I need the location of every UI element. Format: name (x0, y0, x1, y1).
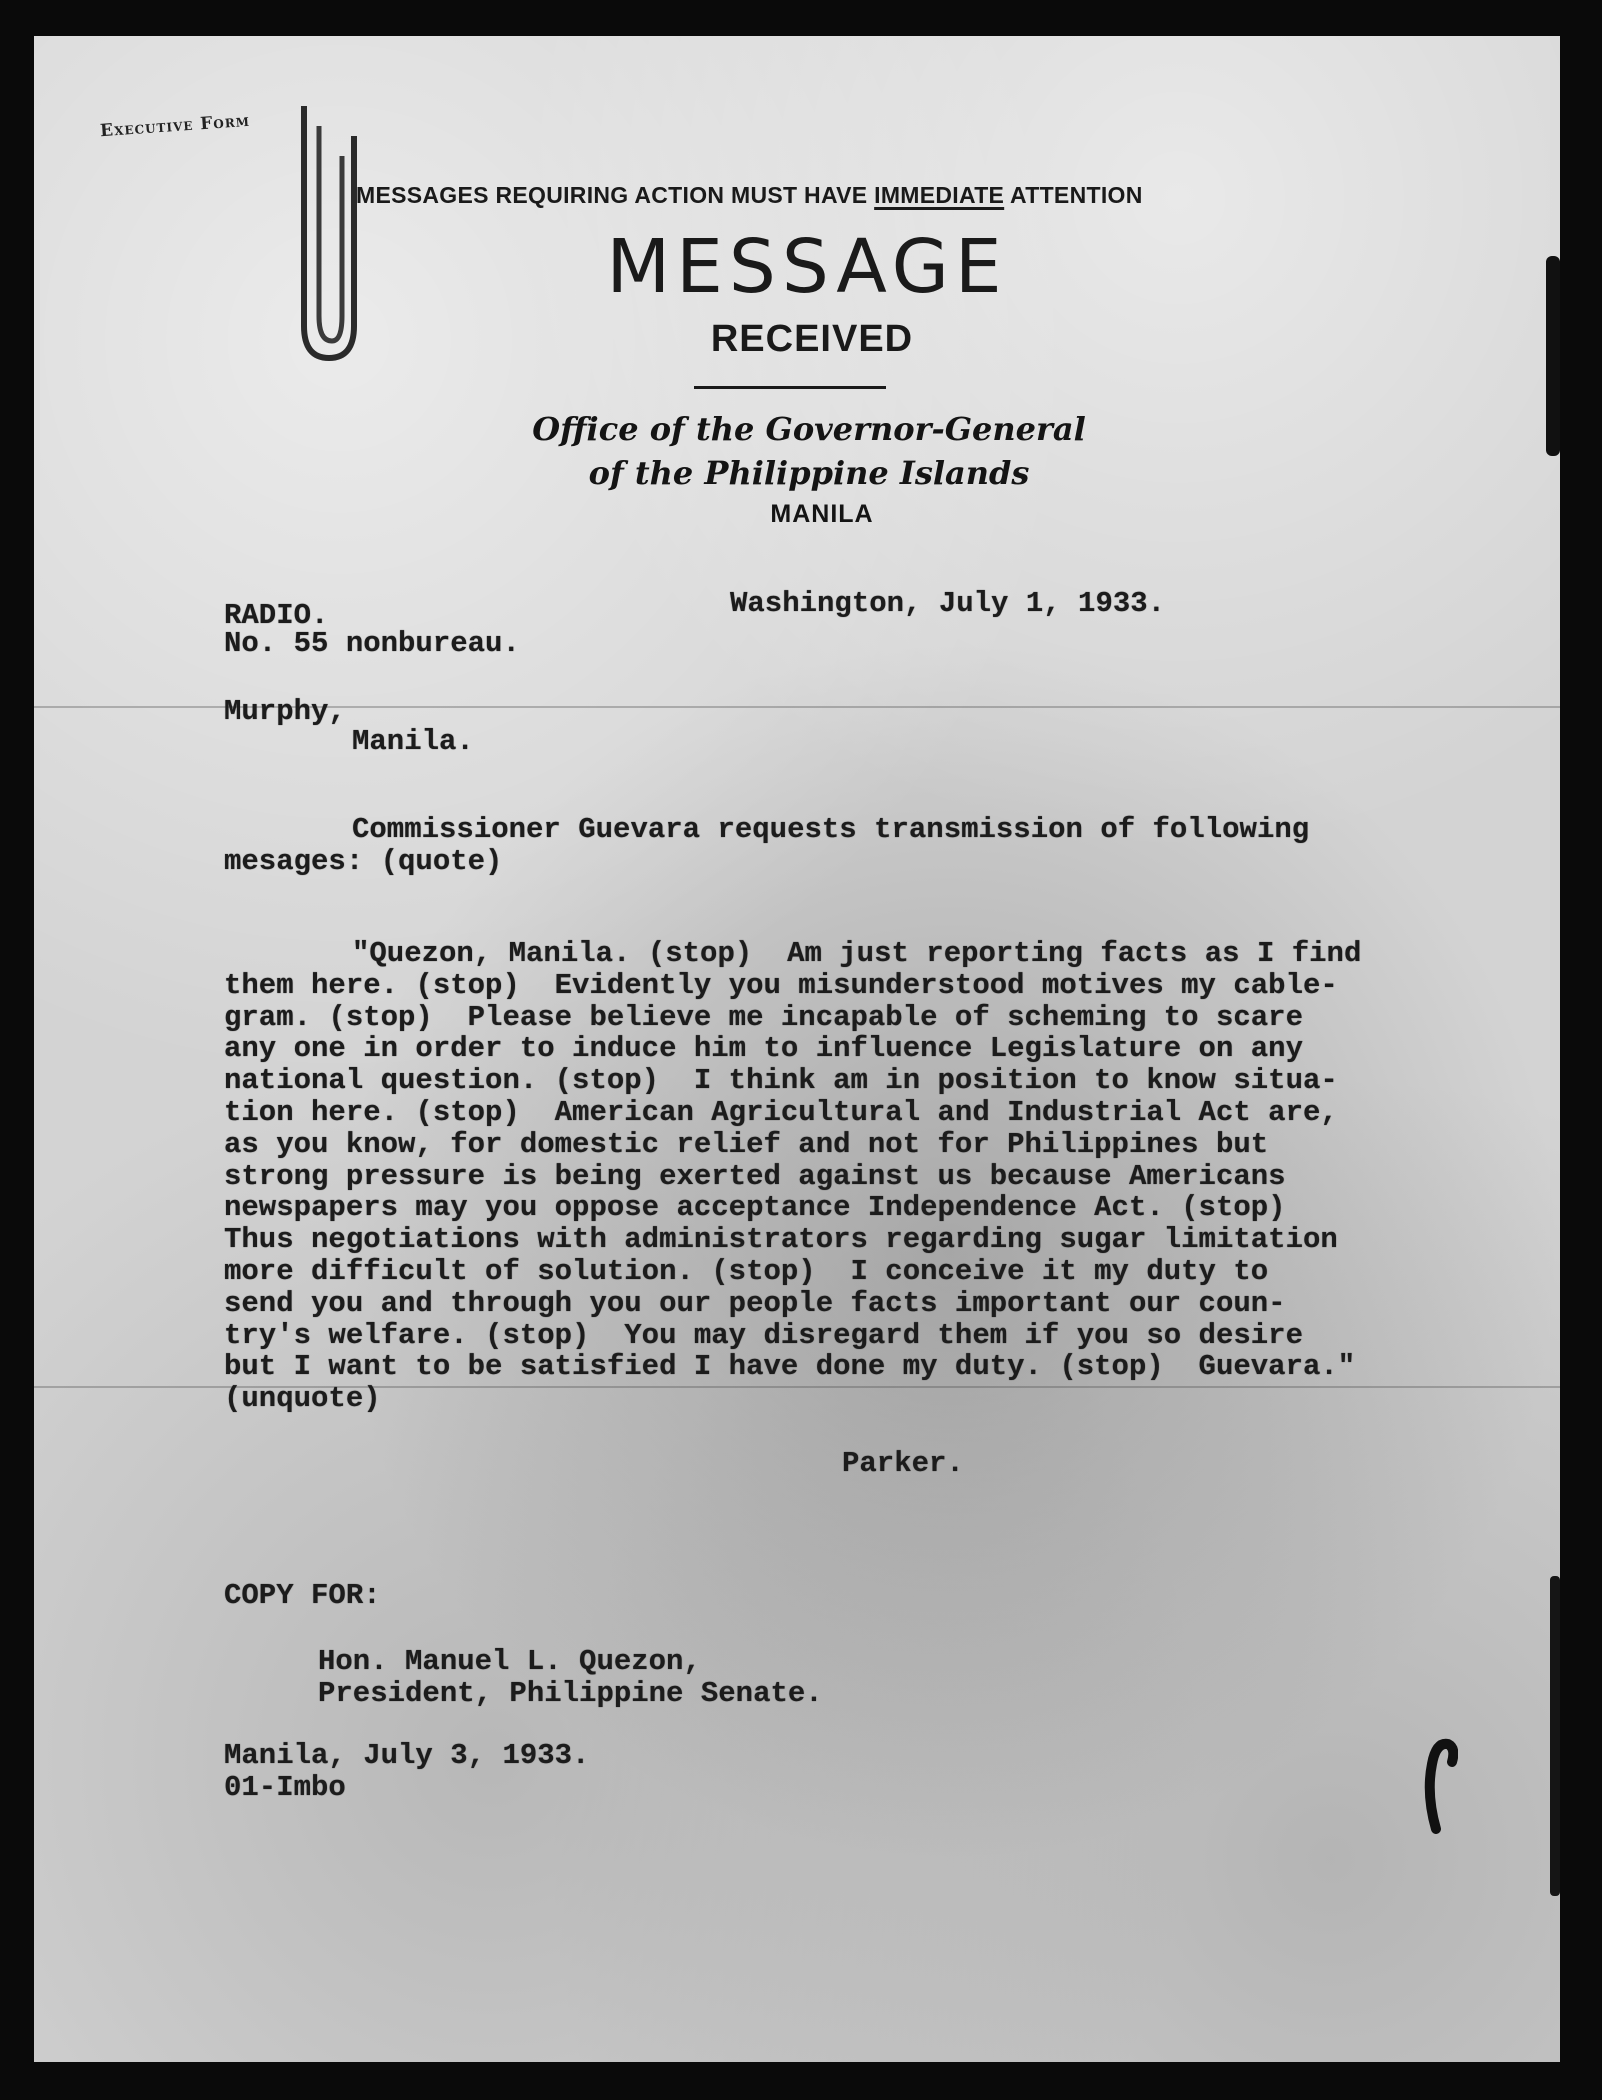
received-date: Manila, July 3, 1933. (224, 1739, 590, 1772)
form-id: Executive Form (99, 110, 251, 142)
message-line: any one in order to induce him to influence Legislature on any (224, 1032, 1303, 1066)
signature: Parker. (842, 1447, 964, 1480)
message-line: "Quezon, Manila. (stop) Am just reporting facts as I find (352, 937, 1362, 970)
message-line: strong pressure is being exerted against us because Americans (224, 1159, 1286, 1193)
message-line: send you and through you our people facts important our coun- (224, 1286, 1286, 1320)
ink-mark-icon (1418, 1734, 1458, 1834)
intro-line: mesages: (quote) (224, 845, 503, 878)
paper-sheet (34, 36, 1560, 2062)
addressee-name: Murphy, (224, 695, 346, 728)
message-line: newspapers may you oppose acceptance Independence Act. (stop) (224, 1191, 1286, 1225)
attention-prefix: MESSAGES REQUIRING ACTION MUST HAVE (356, 182, 868, 208)
binding-mark (1550, 1576, 1560, 1896)
message-line: Thus negotiations with administrators regarding sugar limitation (224, 1223, 1338, 1257)
message-line: but I want to be satisfied I have done my duty. (stop) Guevara." (224, 1350, 1356, 1384)
message-line: gram. (stop) Please believe me incapable of scheming to scare (224, 1000, 1303, 1034)
attention-emphasis: IMMEDIATE (874, 182, 1005, 208)
attention-suffix: ATTENTION (1010, 182, 1143, 208)
message-line: try's welfare. (stop) You may disregard them if you so desire (224, 1318, 1303, 1352)
message-title: MESSAGE (606, 224, 1008, 310)
copy-for-label: COPY FOR: (224, 1579, 381, 1612)
place-date: Washington, July 1, 1933. (730, 587, 1166, 620)
attention-notice (356, 182, 1143, 209)
message-body (224, 938, 1504, 1415)
message-line: as you know, for domestic relief and not for Philippines but (224, 1127, 1269, 1161)
office-line-1: Office of the Governor-General (532, 410, 1086, 448)
intro-line: Commissioner Guevara requests transmission of following (352, 813, 1310, 846)
office-line-2: of the Philippine Islands (588, 454, 1030, 492)
operator-code: 01-Imbo (224, 1771, 346, 1804)
title-rule (694, 386, 886, 389)
copy-recipient-title: President, Philippine Senate. (318, 1677, 823, 1710)
office-city: MANILA (770, 500, 874, 528)
message-subtitle: RECEIVED (710, 318, 914, 360)
message-line: them here. (stop) Evidently you misunderstood motives my cable- (224, 968, 1338, 1002)
message-line: national question. (stop) I think am in position to know situa- (224, 1064, 1338, 1098)
copy-recipient-name: Hon. Manuel L. Quezon, (318, 1645, 701, 1678)
message-line: tion here. (stop) American Agricultural and Industrial Act are, (224, 1095, 1338, 1129)
message-type: RADIO. (224, 599, 329, 632)
message-number: No. 55 nonbureau. (224, 627, 520, 660)
binding-mark (1546, 256, 1560, 456)
message-line: (unquote) (224, 1382, 381, 1416)
addressee-city: Manila. (352, 725, 474, 758)
message-line: more difficult of solution. (stop) I conceive it my duty to (224, 1254, 1269, 1288)
